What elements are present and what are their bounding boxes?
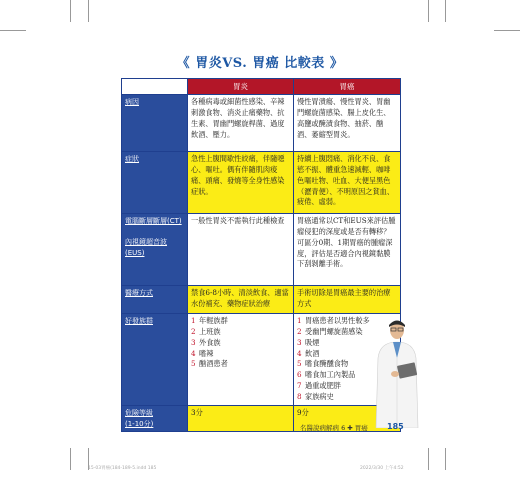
header-cancer: 胃癌: [294, 79, 401, 95]
crop-mark: [428, 0, 429, 22]
crop-mark: [445, 0, 446, 22]
row-label-cause: 病因: [122, 95, 188, 152]
list-item: 5 酗酒患者: [191, 359, 228, 369]
list-item: 2 上班族: [191, 327, 221, 337]
cell-cancer-risk: 9分: [294, 406, 401, 432]
cell-gastritis-imaging: 一般性胃炎不需執行此種檢查: [188, 214, 294, 286]
list-item: 8 家族病史: [297, 391, 334, 401]
cell-gastritis-symptoms: 急性上腹間歇性絞痛，伴隨噁心、嘔吐。偶有伴隨肌肉痠痛、頭痛、發燒等全身性感染症狀。: [188, 152, 294, 214]
crop-mark: [428, 448, 429, 470]
list-item: 1 胃癌患者以男性較多: [297, 316, 370, 326]
list-item: 7 過重或肥胖: [297, 381, 341, 391]
crop-mark: [445, 448, 446, 470]
list-item: 4 嗜辣: [191, 348, 214, 358]
list-item: 1 年輕族群: [191, 316, 228, 326]
row-label-risk-level: 危險等級 (1-10分): [122, 406, 188, 432]
print-slug-left: 15-03胃癌(184-189-5.indd 185: [88, 466, 157, 471]
page-title: 《 胃炎VS. 胃癌 比較表 》: [176, 56, 344, 71]
crop-mark: [70, 448, 71, 470]
cell-cancer-treatment: 手術切除是胃癌最主要的治療方式: [294, 286, 401, 314]
cell-gastritis-cause: 各種病毒或細菌性感染、辛辣刺激食物、消炎止痛藥物、抗生素、胃幽門螺旋桿菌、過度飲酒、壓力。: [188, 95, 294, 152]
print-slug-right: 2022/3/30 上午4:52: [360, 466, 404, 471]
cell-cancer-imaging: 胃癌通常以CT和EUS來評估腫瘤侵犯的深度或是否有轉移？可區分0期、1期胃癌的腫瘤深度，評估是否適合內視鏡黏膜下刮剝離手術。: [294, 214, 401, 286]
crop-mark: [0, 30, 26, 31]
cell-gastritis-groups: [188, 314, 294, 406]
row-label-risk-groups: 好發族群: [122, 314, 188, 406]
comparison-table: [121, 78, 401, 432]
row-label-treatment: 醫療方式: [122, 286, 188, 314]
crop-mark: [88, 0, 89, 22]
list-item: 6 嗜食加工內製品: [297, 370, 356, 380]
row-label-symptoms: 症狀: [122, 152, 188, 214]
crop-mark: [70, 0, 71, 22]
page-number: 185: [387, 422, 404, 431]
cell-cancer-cause: 慢性胃潰瘍、慢性胃炎、胃幽門螺旋菌感染、腸上皮化生、高鹽或醃漬食物、抽菸、酗酒、萎縮型胃炎。: [294, 95, 401, 152]
row-label-imaging: 電腦斷層斷層(CT) 內視鏡超音波(EUS): [122, 214, 188, 286]
cell-gastritis-treatment: 禁食6-8小時、清淡飲食、適當水份補充、藥物症狀治療: [188, 286, 294, 314]
cell-cancer-symptoms: 持續上腹悶痛、消化不良、食慾不振、體重急速減輕、咖啡色嘔吐物、吐血、大便呈黑色（瀝青便）、不明原因之貧血、疲倦、虛弱。: [294, 152, 401, 214]
crop-mark: [494, 30, 520, 31]
running-footer: 名醫說病解病 6 ✚ 胃癌: [300, 424, 368, 432]
list-item: 3 吸煙: [297, 337, 320, 347]
cell-gastritis-risk: 3分: [188, 406, 294, 432]
header-gastritis: 胃炎: [188, 79, 294, 95]
list-item: 2 受幽門螺旋菌感染: [297, 327, 363, 337]
list-item: 5 嗜食醃醺食物: [297, 359, 349, 369]
list-item: 4 飲酒: [297, 348, 320, 358]
doctor-illustration: [372, 318, 422, 428]
list-item: 3 外食族: [191, 337, 221, 347]
